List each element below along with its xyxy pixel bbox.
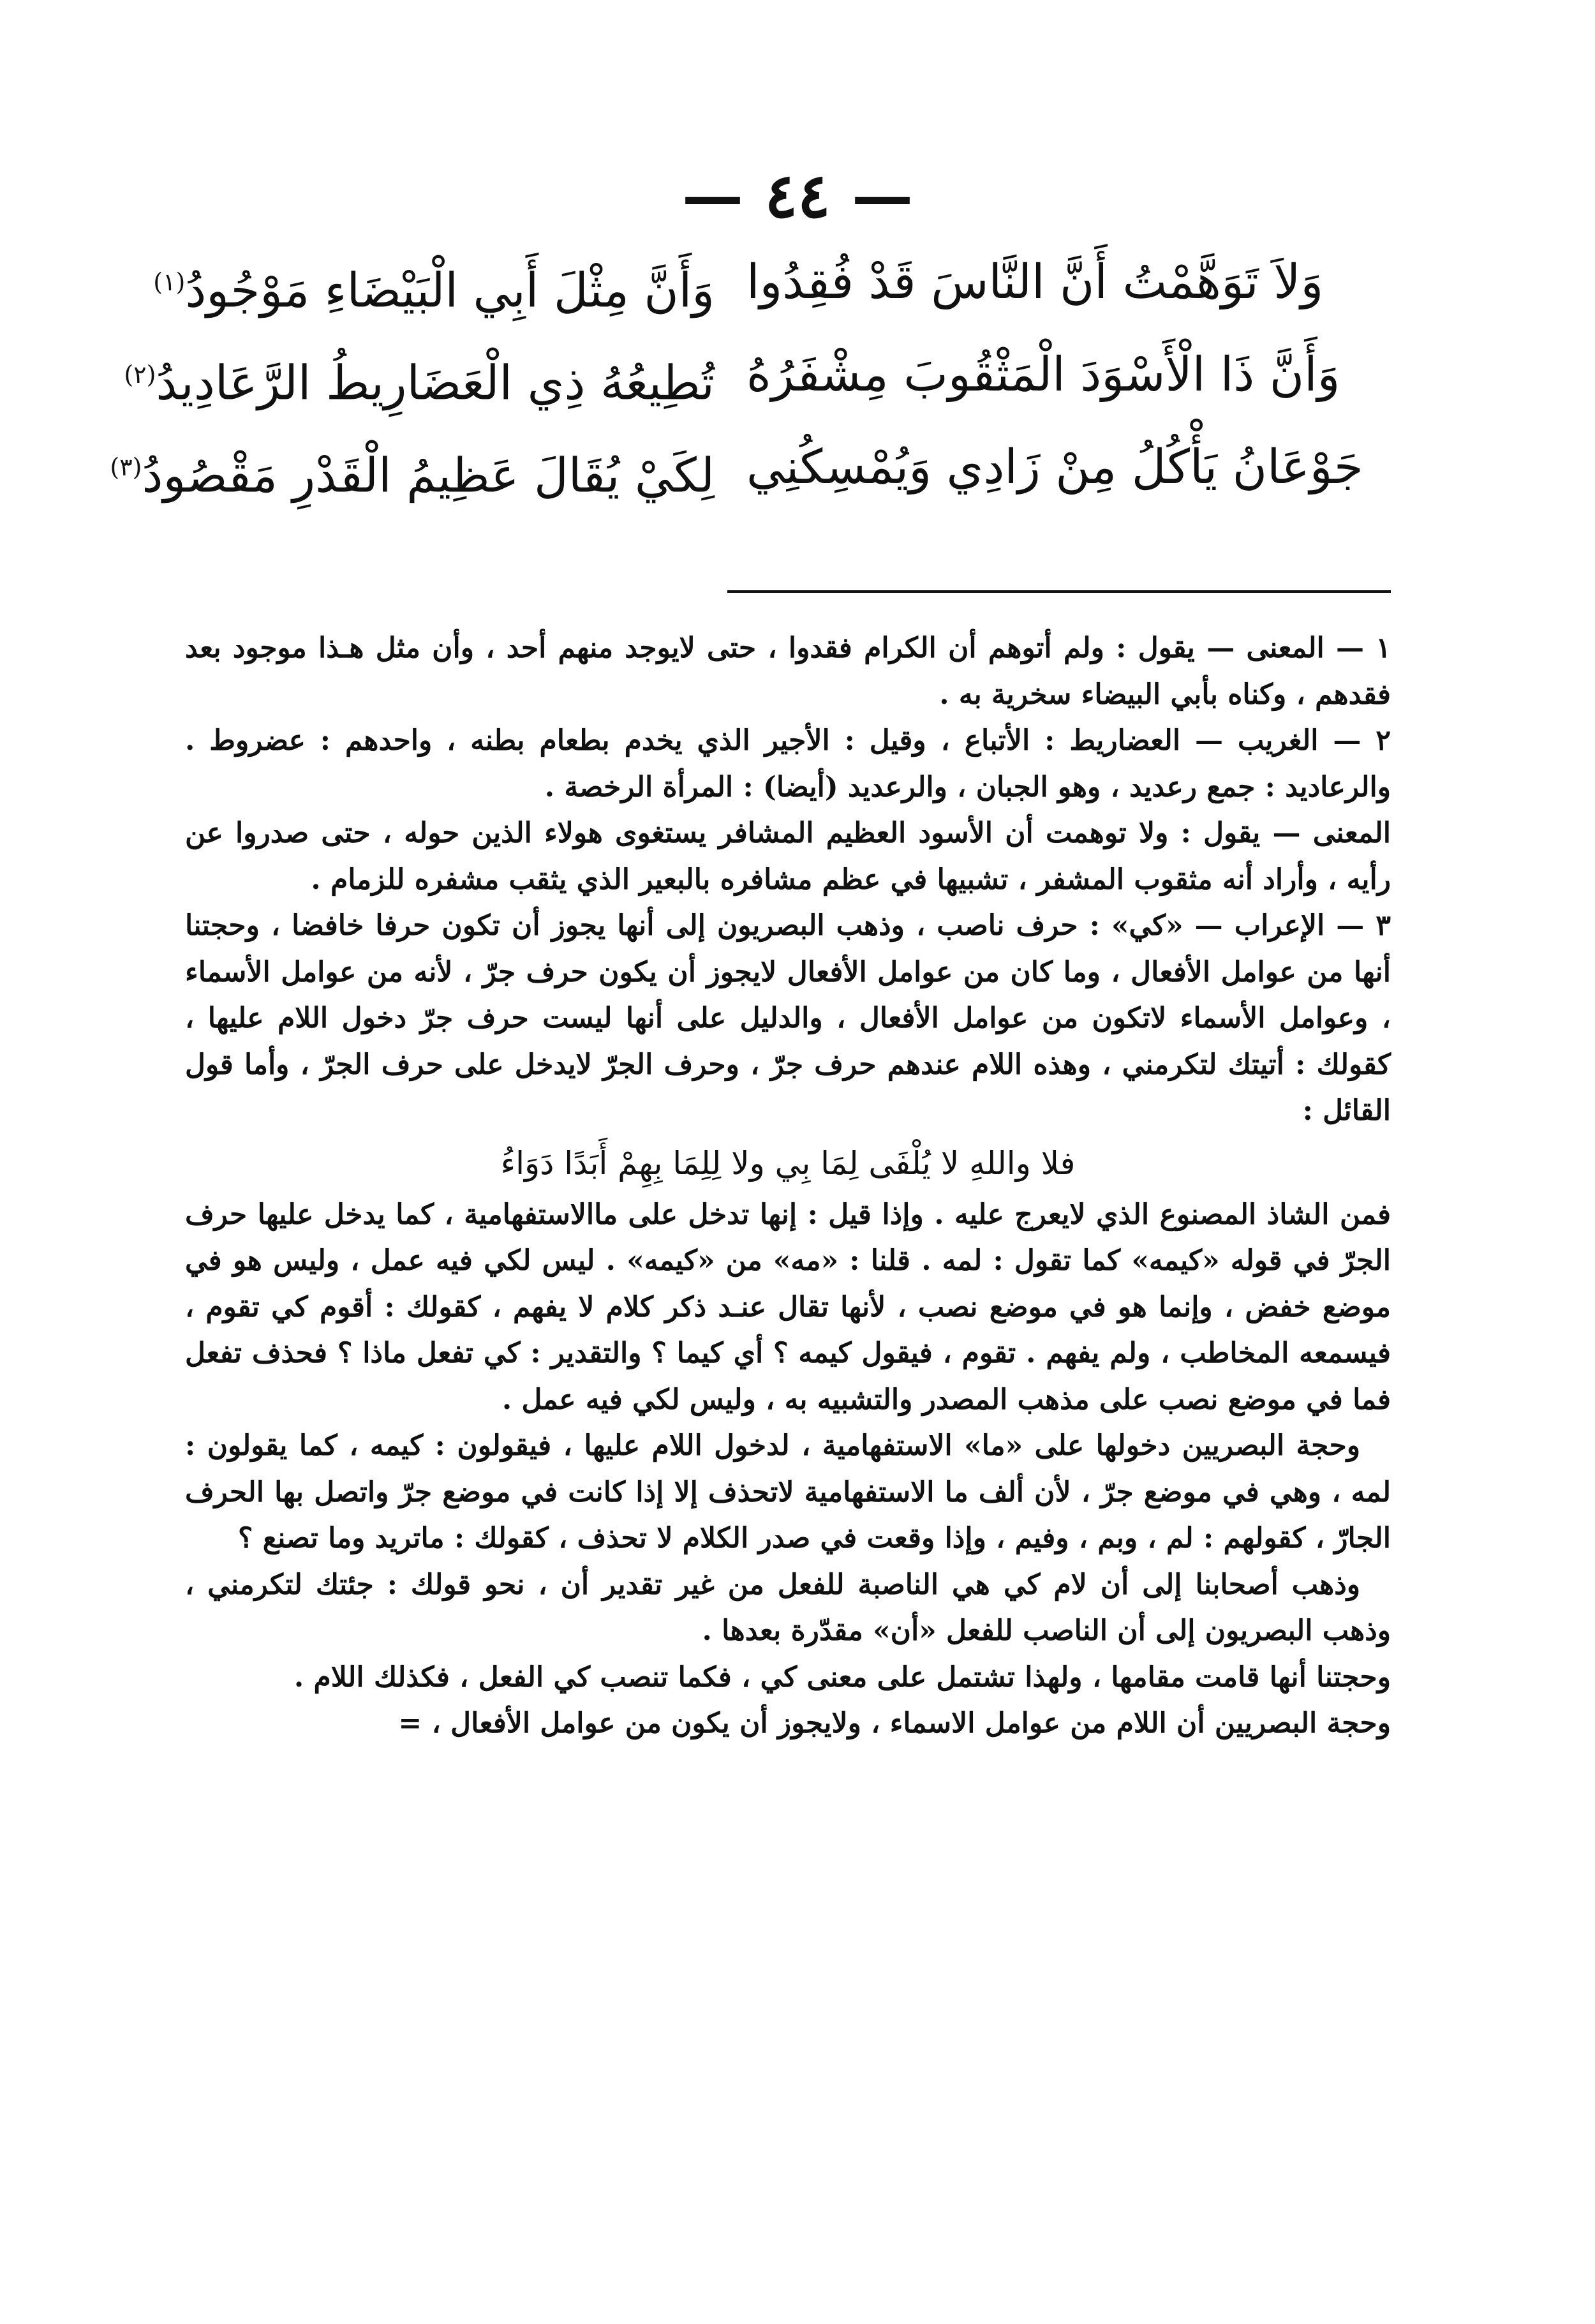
verse-2-first-hemistich: وَأَنَّ ذَا الْأَسْوَدَ الْمَثْقُوبَ مِشْفَرُهُ xyxy=(746,347,1340,402)
verse-2-second-text: تُطِيعُهُ ذِي الْعَضَارِيطُ الرَّعَادِيدُ xyxy=(156,355,715,411)
footnote-2-vocabulary: ٢ — الغريب — العضاريط : الأتباع ، وقيل : الأجير الذي يخدم بطعام بطنه ، واحدهم : عضروط . والرعاديد : جمع رعديد ، وهو الجبان ، والرعديد (أيضا) : المرأة الرخصة . xyxy=(185,724,1391,803)
quoted-verse: فلا واللهِ لا يُلْفَى لِمَا بِي ولا لِلِمَا بِهِمْ أَبَدًا دَوَاءُ xyxy=(500,1144,1076,1182)
poem xyxy=(110,236,1391,514)
verse-2 xyxy=(124,329,1391,421)
basrans-lam-argument: وحجة البصريين أن اللام من عوامل الاسماء ، ولايجوز أن يكون من عوامل الأفعال ، = xyxy=(398,1707,1391,1739)
basrans-argument: وحجة البصريين دخولها على «ما» الاستفهامية ، لدخول اللام عليها ، فيقولون : كيمه ، كما يقولون : لمه ، وهي في موضع جرّ ، لأن ألف ما الاستفهامية لاتحذف إلا إذا كانت في موضع جرّ واتصل بها الحرف الجارّ ، كقولهم : لم ، وبم ، وفيم ، وإذا وقعت في صدر الكلام لا تحذف ، كقولك : ماتريد وما تصنع ؟ xyxy=(185,1429,1391,1554)
footnote-1-meaning: ١ — المعنى — يقول : ولم أتوهم أن الكرام فقدوا ، حتى لايوجد منهم أحد ، وأن مثل هـذا موجود بعد فقدهم ، وكناه بأبي البيضاء سخرية به . xyxy=(185,632,1391,711)
verse-3 xyxy=(110,421,1391,514)
page-number: — ٤٤ — xyxy=(682,160,913,232)
kufans-argument: وحجتنا أنها قامت مقامها ، ولهذا تشتمل على معنى كي ، فكما تنصب كي الفعل ، فكذلك اللام . xyxy=(293,1660,1391,1694)
verse-1-second-text: وَأَنَّ مِثْلَ أَبِي الْبَيْضَاءِ مَوْجُودُ xyxy=(185,263,715,318)
footnote-divider xyxy=(727,590,1391,593)
verse-3-second-text: لِكَيْ يُقَالَ عَظِيمُ الْقَدْرِ مَقْصُودُ xyxy=(142,448,715,503)
verse-3-first-hemistich: جَوْعَانُ يَأْكُلُ مِنْ زَادِي وَيُمْسِكُنِي xyxy=(746,440,1363,495)
verse-1-second-hemistich xyxy=(153,236,715,338)
footnote-marker-3: (٣) xyxy=(110,453,142,481)
kufans-position: وذهب أصحابنا إلى أن لام كي هي الناصبة للفعل من غير تقدير أن ، نحو قولك : جئتك لتكرمني ، وذهب البصريون إلى أن الناصب للفعل «أن» مقدّرة بعدها . xyxy=(185,1568,1391,1647)
footnote-3-grammar: ٣ — الإعراب — «كي» : حرف ناصب ، وذهب البصريون إلى أنها يجوز أن تكون حرفا خافضا ، وحجتنا أنها من عوامل الأفعال ، وما كان من عوامل الأفعال لايجوز أن يكون حرف جرّ ، لأنه من عوامل الأسماء ، وعوامل الأسماء لاتكون من عوامل الأفعال ، والدليل على أنها ليست حرف جرّ دخول اللام عليها ، كقولك : أتيتك لتكرمني ، وهذه اللام عندهم حرف جرّ ، وحرف الجرّ لايدخل على حرف الجرّ ، وأما قول القائل : xyxy=(185,909,1391,1127)
footnotes xyxy=(185,625,1391,1747)
verse-1 xyxy=(153,236,1391,329)
verse-2-second-hemistich xyxy=(124,329,715,430)
footnote-3-continued: فمن الشاذ المصنوع الذي لايعرج عليه . وإذا قيل : إنها تدخل على ماالاستفهامية ، كما يدخل عليها حرف الجرّ في قوله «كيمه» كما تقول : لمه . قلنا : «مه» من «كيمه» . ليس لكي فيه عمل ، وليس هو في موضع خفض ، وإنما هو في موضع نصب ، لأنها تقال عنـد ذكر كلام لا يفهم ، كقولك : أقوم كي تقوم ، فيسمعه المخاطب ، ولم يفهم . تقوم ، فيقول كيمه ؟ أي كيما ؟ والتقدير : كي تفعل ماذا ؟ فحذف تفعل فما في موضع نصب على مذهب المصدر والتشبيه به ، وليس لكي فيه عمل . xyxy=(185,1198,1391,1416)
verse-1-first-hemistich: وَلاَ تَوَهَّمْتُ أَنَّ النَّاسَ قَدْ فُقِدُوا xyxy=(746,255,1324,309)
footnote-marker-2: (٢) xyxy=(124,361,156,389)
footnote-2-meaning: المعنى — يقول : ولا توهمت أن الأسود العظيم المشافر يستغوى هولاء الذين حوله ، حتى صدروا عن رأيه ، وأراد أنه مثقوب المشفر ، تشبيها في عظم مشافره بالبعير الذي يثقب مشفره للزمام . xyxy=(185,817,1391,896)
verse-3-second-hemistich xyxy=(110,421,715,523)
footnote-marker-1: (١) xyxy=(153,268,186,296)
